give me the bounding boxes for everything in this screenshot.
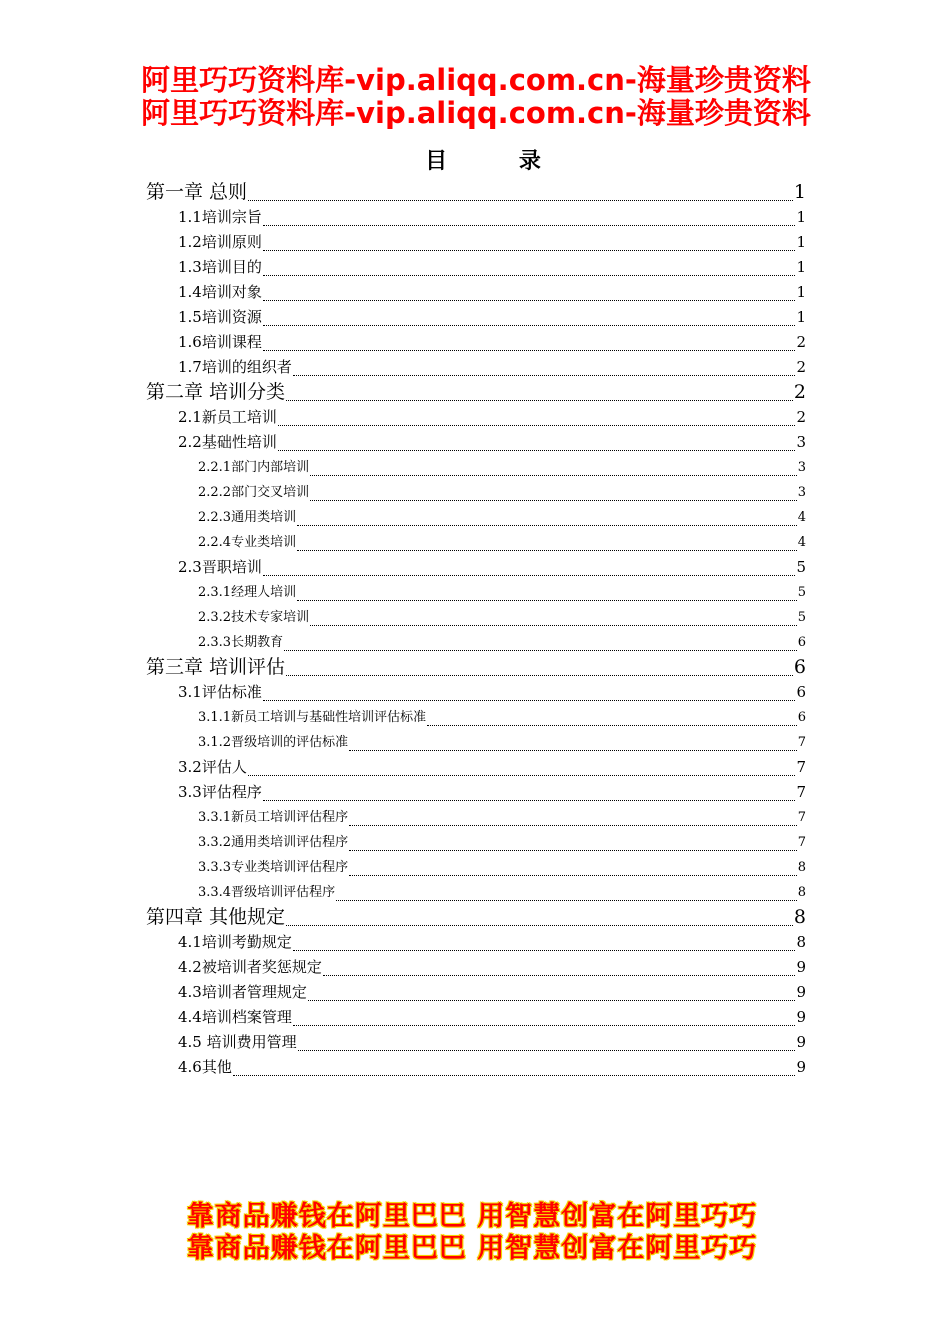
toc-entry-label: 3.1.1新员工培训与基础性培训评估标准 bbox=[198, 710, 427, 725]
toc-entry-label: 2.2.1部门内部培训 bbox=[198, 460, 310, 475]
toc-title: 目 录 bbox=[425, 148, 573, 174]
toc-entry[interactable] bbox=[146, 355, 806, 380]
toc-entry-page: 1 bbox=[796, 258, 806, 276]
toc-dot-leader bbox=[248, 775, 796, 776]
toc-entry-label: 2.1新员工培训 bbox=[178, 408, 277, 426]
toc-entry[interactable] bbox=[146, 180, 806, 205]
toc-entry[interactable] bbox=[146, 480, 806, 505]
toc-entry[interactable] bbox=[146, 705, 806, 730]
toc-entry-page: 1 bbox=[796, 208, 806, 226]
toc-entry-page: 9 bbox=[796, 1058, 806, 1076]
toc-entry-label: 2.2.3通用类培训 bbox=[198, 510, 297, 525]
toc-entry-label: 3.2评估人 bbox=[178, 758, 247, 776]
toc-entry[interactable] bbox=[146, 530, 806, 555]
toc-entry-label: 2.2.2部门交叉培训 bbox=[198, 485, 310, 500]
toc-entry[interactable] bbox=[146, 930, 806, 955]
toc-entry[interactable] bbox=[146, 455, 806, 480]
toc-entry-page: 9 bbox=[796, 983, 806, 1001]
toc-entry-label: 2.3.2技术专家培训 bbox=[198, 610, 310, 625]
toc-entry-page: 5 bbox=[796, 558, 806, 576]
toc-entry[interactable] bbox=[146, 380, 806, 405]
toc-dot-leader bbox=[263, 575, 796, 576]
toc-entry-label: 1.1培训宗旨 bbox=[178, 208, 262, 226]
toc-dot-leader bbox=[323, 975, 796, 976]
toc-entry-page: 7 bbox=[797, 835, 806, 850]
header-banner bbox=[0, 64, 950, 130]
toc-entry-page: 6 bbox=[793, 656, 806, 678]
toc-entry-label: 第三章 培训评估 bbox=[146, 656, 286, 678]
toc-entry[interactable] bbox=[146, 405, 806, 430]
toc-entry-label: 3.3.3专业类培训评估程序 bbox=[198, 860, 349, 875]
toc-entry[interactable] bbox=[146, 1005, 806, 1030]
toc-dot-leader bbox=[263, 700, 796, 701]
toc-entry[interactable] bbox=[146, 305, 806, 330]
toc-entry[interactable] bbox=[146, 555, 806, 580]
toc-entry-page: 2 bbox=[796, 333, 806, 351]
toc-dot-leader bbox=[310, 625, 797, 626]
toc-entry-page: 9 bbox=[796, 1033, 806, 1051]
toc-entry-page: 8 bbox=[796, 933, 806, 951]
toc-entry-label: 4.3培训者管理规定 bbox=[178, 983, 307, 1001]
toc-entry-label: 4.4培训档案管理 bbox=[178, 1008, 292, 1026]
toc-entry-label: 4.1培训考勤规定 bbox=[178, 933, 292, 951]
toc-entry-page: 5 bbox=[797, 610, 806, 625]
toc-entry-label: 1.3培训目的 bbox=[178, 258, 262, 276]
toc-entry[interactable] bbox=[146, 230, 806, 255]
footer-banner-line-2: 靠商品赚钱在阿里巴巴 用智慧创富在阿里巧巧 bbox=[186, 1233, 758, 1264]
toc-entry-page: 7 bbox=[797, 810, 806, 825]
toc-entry-page: 8 bbox=[797, 860, 806, 875]
toc-entry[interactable] bbox=[146, 880, 806, 905]
toc-entry[interactable] bbox=[146, 905, 806, 930]
toc-entry-page: 7 bbox=[797, 735, 806, 750]
toc-entry-page: 6 bbox=[797, 635, 806, 650]
toc-entry-page: 6 bbox=[796, 683, 806, 701]
toc-entry-page: 2 bbox=[796, 408, 806, 426]
toc-entry-page: 7 bbox=[796, 758, 806, 776]
toc-entry-label: 1.6培训课程 bbox=[178, 333, 262, 351]
toc-dot-leader bbox=[263, 800, 796, 801]
toc-dot-leader bbox=[349, 850, 797, 851]
toc-entry-label: 第四章 其他规定 bbox=[146, 906, 286, 928]
toc-entry[interactable] bbox=[146, 280, 806, 305]
toc-entry[interactable] bbox=[146, 630, 806, 655]
toc-entry[interactable] bbox=[146, 755, 806, 780]
toc-entry-label: 1.5培训资源 bbox=[178, 308, 262, 326]
toc-dot-leader bbox=[263, 225, 796, 226]
toc-entry[interactable] bbox=[146, 1055, 806, 1080]
toc-entry-page: 6 bbox=[797, 710, 806, 725]
toc-entry[interactable] bbox=[146, 505, 806, 530]
toc-entry-label: 4.6其他 bbox=[178, 1058, 232, 1076]
toc-entry-label: 3.3.2通用类培训评估程序 bbox=[198, 835, 349, 850]
toc-entry-page: 2 bbox=[796, 358, 806, 376]
toc-entry[interactable] bbox=[146, 255, 806, 280]
toc-dot-leader bbox=[293, 1025, 796, 1026]
toc-entry-page: 1 bbox=[796, 308, 806, 326]
toc-entry[interactable] bbox=[146, 655, 806, 680]
toc-dot-leader bbox=[284, 650, 797, 651]
toc-entry[interactable] bbox=[146, 205, 806, 230]
toc-dot-leader bbox=[297, 550, 797, 551]
toc-entry-page: 1 bbox=[796, 283, 806, 301]
toc-entry[interactable] bbox=[146, 330, 806, 355]
toc-entry-page: 3 bbox=[797, 460, 806, 475]
toc-entry-label: 1.4培训对象 bbox=[178, 283, 262, 301]
toc-entry-page: 7 bbox=[796, 783, 806, 801]
toc-entry-label: 1.2培训原则 bbox=[178, 233, 262, 251]
toc-entry-label: 4.2被培训者奖惩规定 bbox=[178, 958, 322, 976]
toc-entry-page: 8 bbox=[797, 885, 806, 900]
toc-dot-leader bbox=[349, 875, 797, 876]
toc-dot-leader bbox=[349, 750, 797, 751]
header-banner-line-1: 阿里巧巧资料库-vip.aliqq.com.cn-海量珍贵资料 bbox=[141, 63, 811, 97]
toc-entry[interactable] bbox=[146, 980, 806, 1005]
toc-dot-leader bbox=[427, 725, 797, 726]
toc-dot-leader bbox=[297, 600, 797, 601]
toc-dot-leader bbox=[233, 1075, 796, 1076]
toc-dot-leader bbox=[336, 900, 797, 901]
toc-entry-page: 8 bbox=[793, 906, 806, 928]
toc-dot-leader bbox=[278, 450, 796, 451]
toc-entry-page: 3 bbox=[796, 433, 806, 451]
toc-entry[interactable] bbox=[146, 430, 806, 455]
toc-entry-page: 9 bbox=[796, 958, 806, 976]
toc-dot-leader bbox=[263, 275, 796, 276]
toc-entry-label: 3.3.1新员工培训评估程序 bbox=[198, 810, 349, 825]
toc-entry-page: 2 bbox=[793, 381, 806, 403]
toc-dot-leader bbox=[297, 525, 797, 526]
toc-dot-leader bbox=[310, 500, 797, 501]
toc-entry[interactable] bbox=[146, 855, 806, 880]
toc-dot-leader bbox=[286, 675, 793, 676]
toc-entry-page: 4 bbox=[797, 535, 806, 550]
toc-entry-page: 5 bbox=[797, 585, 806, 600]
toc-dot-leader bbox=[310, 475, 797, 476]
toc-dot-leader bbox=[263, 350, 796, 351]
toc-entry-page: 1 bbox=[796, 233, 806, 251]
toc-entry-label: 4.5 培训费用管理 bbox=[178, 1033, 297, 1051]
toc-entry-page: 4 bbox=[797, 510, 806, 525]
toc-dot-leader bbox=[293, 375, 796, 376]
toc-entry-label: 2.2.4专业类培训 bbox=[198, 535, 297, 550]
toc-entry[interactable] bbox=[146, 680, 806, 705]
toc-entry[interactable] bbox=[146, 805, 806, 830]
toc-entry-label: 3.3评估程序 bbox=[178, 783, 262, 801]
toc-entry-page: 9 bbox=[796, 1008, 806, 1026]
toc-dot-leader bbox=[293, 950, 796, 951]
toc-entry-label: 第二章 培训分类 bbox=[146, 381, 286, 403]
table-of-contents bbox=[146, 180, 806, 1080]
toc-entry-label: 2.3.3长期教育 bbox=[198, 635, 284, 650]
toc-entry[interactable] bbox=[146, 830, 806, 855]
header-banner-line-2: 阿里巧巧资料库-vip.aliqq.com.cn-海量珍贵资料 bbox=[141, 96, 811, 130]
toc-entry-page: 3 bbox=[797, 485, 806, 500]
toc-entry-label: 第一章 总则 bbox=[146, 181, 248, 203]
footer-banner bbox=[0, 1201, 950, 1265]
toc-entry[interactable] bbox=[146, 780, 806, 805]
toc-dot-leader bbox=[286, 925, 793, 926]
toc-entry-label: 1.7培训的组织者 bbox=[178, 358, 292, 376]
toc-dot-leader bbox=[263, 250, 796, 251]
toc-entry[interactable] bbox=[146, 605, 806, 630]
toc-dot-leader bbox=[278, 425, 796, 426]
toc-dot-leader bbox=[263, 300, 796, 301]
toc-entry-label: 3.1评估标准 bbox=[178, 683, 262, 701]
toc-entry-label: 3.1.2晋级培训的评估标准 bbox=[198, 735, 349, 750]
toc-entry-page: 1 bbox=[793, 181, 806, 203]
toc-entry-label: 2.2基础性培训 bbox=[178, 433, 277, 451]
toc-dot-leader bbox=[263, 325, 796, 326]
toc-dot-leader bbox=[248, 200, 793, 201]
toc-entry-label: 2.3晋职培训 bbox=[178, 558, 262, 576]
toc-entry[interactable] bbox=[146, 1030, 806, 1055]
toc-entry[interactable] bbox=[146, 955, 806, 980]
toc-dot-leader bbox=[349, 825, 797, 826]
toc-entry[interactable] bbox=[146, 580, 806, 605]
toc-entry[interactable] bbox=[146, 730, 806, 755]
toc-dot-leader bbox=[308, 1000, 796, 1001]
footer-banner-line-1: 靠商品赚钱在阿里巴巴 用智慧创富在阿里巧巧 bbox=[186, 1201, 758, 1232]
toc-entry-label: 3.3.4晋级培训评估程序 bbox=[198, 885, 336, 900]
toc-dot-leader bbox=[298, 1050, 796, 1051]
toc-dot-leader bbox=[286, 400, 793, 401]
toc-entry-label: 2.3.1经理人培训 bbox=[198, 585, 297, 600]
